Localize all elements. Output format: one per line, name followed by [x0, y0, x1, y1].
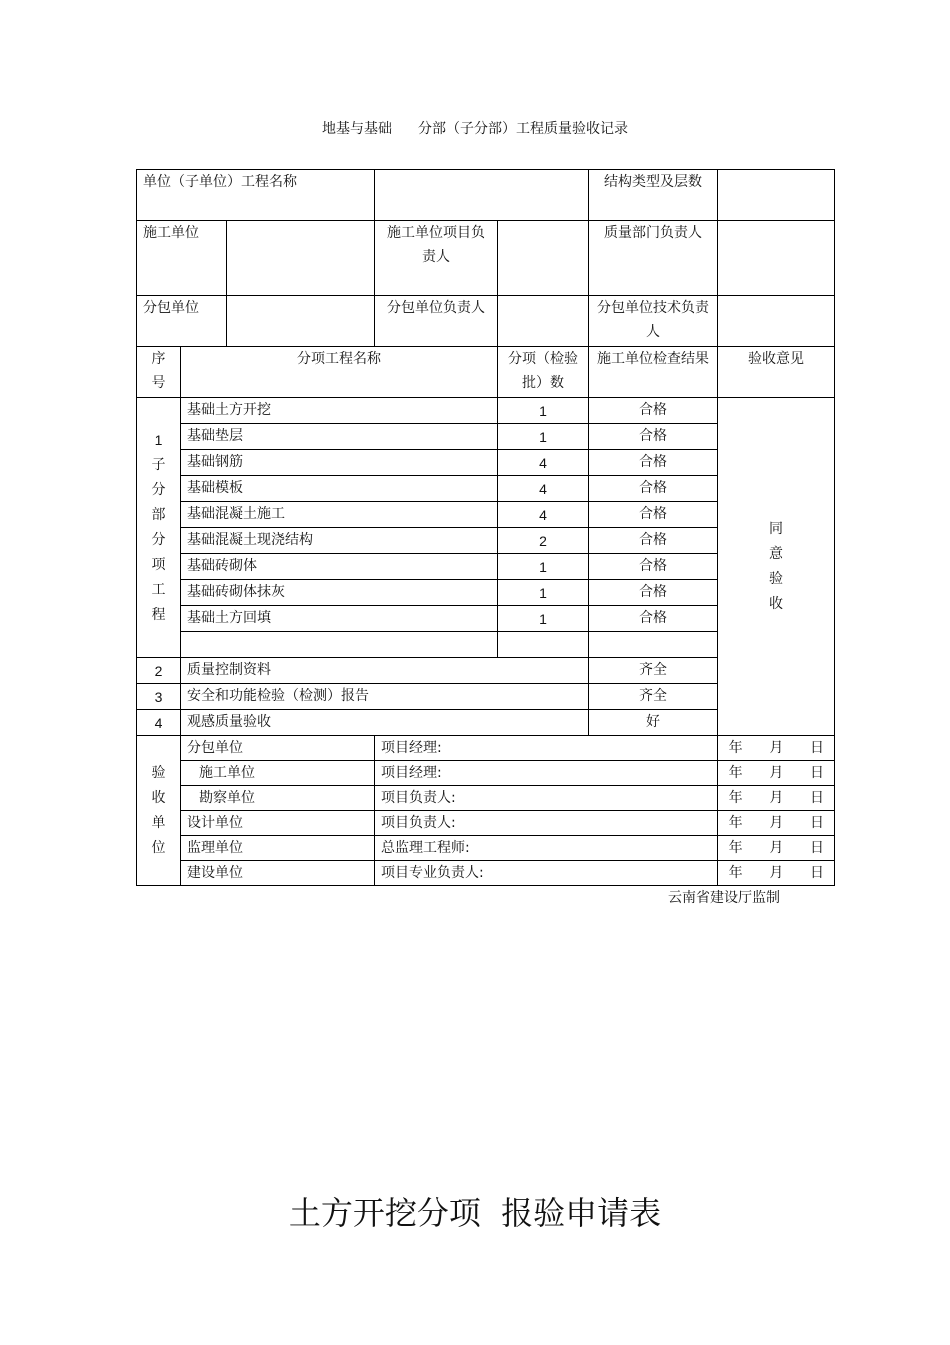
- extra-name: 质量控制资料: [181, 658, 589, 684]
- item-result: 合格: [589, 580, 718, 606]
- acceptance-unit: 施工单位: [181, 761, 375, 786]
- item-name: 基础砖砌体: [181, 554, 498, 580]
- acceptance-row: [137, 736, 835, 761]
- acceptance-date[interactable]: 年 月 日: [718, 861, 835, 886]
- acceptance-row: [137, 811, 835, 836]
- subcontract-row: [137, 296, 835, 347]
- extra-seq: 3: [137, 684, 181, 710]
- item-count: 1: [498, 398, 589, 424]
- extra-seq: 4: [137, 710, 181, 736]
- item-name: 基础混凝土施工: [181, 502, 498, 528]
- sub-part-cell: [137, 398, 181, 658]
- page-title: [0, 118, 950, 138]
- project-name-row: [137, 170, 835, 221]
- acceptance-role[interactable]: 总监理工程师:: [375, 836, 718, 861]
- acceptance-label: 验收单位: [151, 764, 166, 856]
- issuer-note: 云南省建设厅监制: [668, 890, 780, 906]
- acceptance-row: [137, 836, 835, 861]
- item-result: 合格: [589, 450, 718, 476]
- unit-project-name-label: 单位（子单位）工程名称: [137, 170, 375, 221]
- subcontract-head-value[interactable]: [498, 296, 589, 347]
- title-record-name: 分部（子分部）工程质量验收记录: [418, 121, 628, 137]
- item-name: 基础土方回填: [181, 606, 498, 632]
- acceptance-unit: 建设单位: [181, 861, 375, 886]
- item-result: 合格: [589, 502, 718, 528]
- item-row: [137, 398, 835, 424]
- sub-part-number: 1: [154, 431, 163, 448]
- item-name: 基础砖砌体抹灰: [181, 580, 498, 606]
- opinion-text: 同意验收: [769, 520, 784, 612]
- subcontract-tech-label: 分包单位技术负责人: [589, 296, 718, 347]
- item-result: 合格: [589, 398, 718, 424]
- empty-item-result[interactable]: [589, 632, 718, 658]
- acceptance-role[interactable]: 项目负责人:: [375, 786, 718, 811]
- title-part-name: 地基与基础: [322, 121, 392, 137]
- acceptance-date[interactable]: 年 月 日: [718, 786, 835, 811]
- item-name: 基础模板: [181, 476, 498, 502]
- construction-pm-label: 施工单位项目负责人: [375, 221, 498, 296]
- structure-type-label: 结构类型及层数: [589, 170, 718, 221]
- item-name: 基础钢筋: [181, 450, 498, 476]
- acceptance-date[interactable]: 年 月 日: [718, 836, 835, 861]
- item-count: 1: [498, 580, 589, 606]
- unit-project-name-value[interactable]: [375, 170, 589, 221]
- item-count: 4: [498, 450, 589, 476]
- seq-header: 序号: [137, 347, 181, 398]
- construction-unit-label: 施工单位: [137, 221, 227, 296]
- extra-name: 观感质量验收: [181, 710, 589, 736]
- construction-unit-value[interactable]: [227, 221, 375, 296]
- item-count: 1: [498, 606, 589, 632]
- acceptance-role[interactable]: 项目经理:: [375, 761, 718, 786]
- sub-part-label: 子分部分项工程: [151, 456, 166, 623]
- extra-result: 齐全: [589, 658, 718, 684]
- empty-item-count[interactable]: [498, 632, 589, 658]
- empty-item-name[interactable]: [181, 632, 498, 658]
- structure-type-value[interactable]: [718, 170, 835, 221]
- acceptance-role[interactable]: 项目专业负责人:: [375, 861, 718, 886]
- item-result: 合格: [589, 424, 718, 450]
- acceptance-date[interactable]: 年 月 日: [718, 811, 835, 836]
- construction-pm-value[interactable]: [498, 221, 589, 296]
- next-page-title: 土方开挖分项 报验申请表: [288, 1194, 662, 1232]
- item-count: 2: [498, 528, 589, 554]
- subcontract-head-label: 分包单位负责人: [375, 296, 498, 347]
- column-header-row: [137, 347, 835, 398]
- item-name: 基础土方开挖: [181, 398, 498, 424]
- extra-seq: 2: [137, 658, 181, 684]
- item-count: 4: [498, 502, 589, 528]
- acceptance-label-cell: [137, 736, 181, 886]
- acceptance-unit: 监理单位: [181, 836, 375, 861]
- item-result: 合格: [589, 606, 718, 632]
- acceptance-record-table: [136, 169, 835, 886]
- item-count: 4: [498, 476, 589, 502]
- opinion-header: 验收意见: [718, 347, 835, 398]
- construction-unit-row: [137, 221, 835, 296]
- acceptance-row: [137, 861, 835, 886]
- subcontract-unit-value[interactable]: [227, 296, 375, 347]
- item-name: 基础垫层: [181, 424, 498, 450]
- acceptance-date[interactable]: 年 月 日: [718, 761, 835, 786]
- quality-dept-value[interactable]: [718, 221, 835, 296]
- acceptance-role[interactable]: 项目经理:: [375, 736, 718, 761]
- acceptance-date[interactable]: 年 月 日: [718, 736, 835, 761]
- item-count: 1: [498, 424, 589, 450]
- acceptance-role[interactable]: 项目负责人:: [375, 811, 718, 836]
- item-result: 合格: [589, 554, 718, 580]
- item-name: 基础混凝土现浇结构: [181, 528, 498, 554]
- count-header: 分项（检验批）数: [498, 347, 589, 398]
- extra-name: 安全和功能检验（检测）报告: [181, 684, 589, 710]
- opinion-cell: [718, 398, 835, 736]
- quality-dept-label: 质量部门负责人: [589, 221, 718, 296]
- extra-result: 齐全: [589, 684, 718, 710]
- acceptance-row: [137, 761, 835, 786]
- item-result: 合格: [589, 528, 718, 554]
- item-result: 合格: [589, 476, 718, 502]
- extra-result: 好: [589, 710, 718, 736]
- acceptance-unit: 设计单位: [181, 811, 375, 836]
- item-name-header: 分项工程名称: [181, 347, 498, 398]
- check-result-header: 施工单位检查结果: [589, 347, 718, 398]
- item-count: 1: [498, 554, 589, 580]
- acceptance-unit: 分包单位: [181, 736, 375, 761]
- acceptance-unit: 勘察单位: [181, 786, 375, 811]
- acceptance-row: [137, 786, 835, 811]
- subcontract-unit-label: 分包单位: [137, 296, 227, 347]
- subcontract-tech-value[interactable]: [718, 296, 835, 347]
